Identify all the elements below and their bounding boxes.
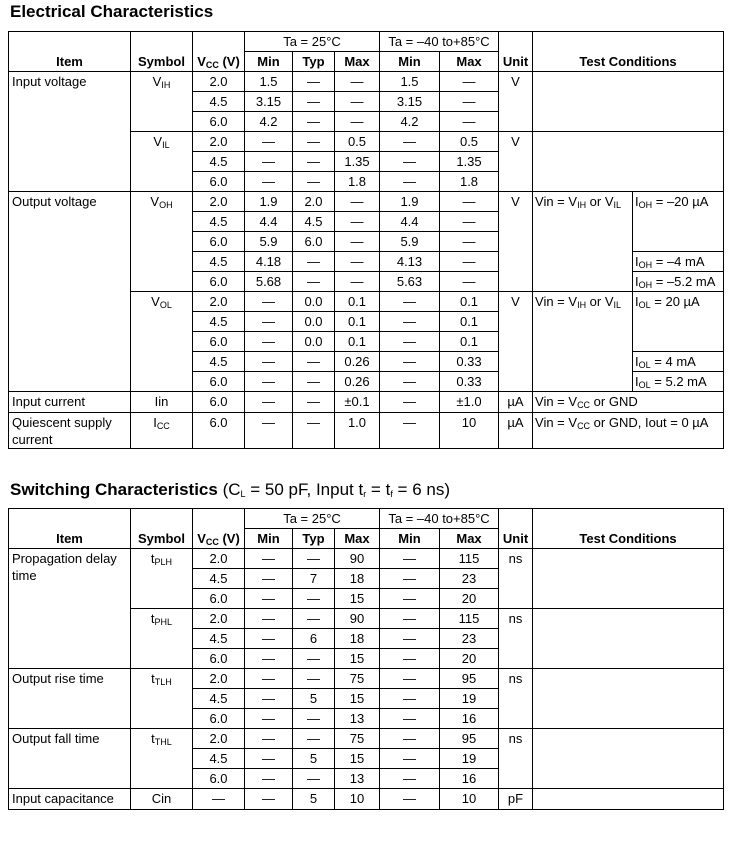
header-max-range: Max bbox=[440, 52, 499, 72]
vcc-value: 4.5 bbox=[193, 689, 245, 709]
typ-25-value: 7 bbox=[293, 569, 335, 589]
typ-25-value: 0.0 bbox=[293, 312, 335, 332]
typ-25-value: — bbox=[293, 272, 335, 292]
max-25-value: 18 bbox=[335, 629, 380, 649]
min-25-value: — bbox=[245, 132, 293, 152]
header-max-range: Max bbox=[440, 529, 499, 549]
min-range-value: — bbox=[380, 789, 440, 810]
symbol: $V_{OH}$ bbox=[131, 192, 193, 292]
unit: ns bbox=[499, 669, 533, 729]
unit: ns bbox=[499, 609, 533, 669]
vcc-value: 2.0 bbox=[193, 549, 245, 569]
min-25-value: — bbox=[245, 549, 293, 569]
header-typ: Typ bbox=[293, 529, 335, 549]
item-label: Output fall time bbox=[9, 729, 131, 789]
header-symbol: Symbol bbox=[131, 509, 193, 549]
min-range-value: — bbox=[380, 569, 440, 589]
typ-25-value: 6.0 bbox=[293, 232, 335, 252]
typ-25-value: — bbox=[293, 609, 335, 629]
header-max: Max bbox=[335, 529, 380, 549]
min-25-value: — bbox=[245, 689, 293, 709]
min-range-value: 4.13 bbox=[380, 252, 440, 272]
max-25-value: — bbox=[335, 272, 380, 292]
vcc-value: 4.5 bbox=[193, 92, 245, 112]
test-condition bbox=[533, 669, 724, 729]
table-row bbox=[9, 789, 724, 810]
typ-25-value: 0.0 bbox=[293, 292, 335, 312]
test-condition bbox=[533, 549, 724, 609]
vcc-value: 4.5 bbox=[193, 569, 245, 589]
min-range-value: 3.15 bbox=[380, 92, 440, 112]
max-25-value: — bbox=[335, 232, 380, 252]
min-range-value: — bbox=[380, 172, 440, 192]
min-range-value: — bbox=[380, 392, 440, 413]
min-range-value: — bbox=[380, 312, 440, 332]
min-25-value: — bbox=[245, 172, 293, 192]
vcc-value: 4.5 bbox=[193, 312, 245, 332]
vcc-value: 2.0 bbox=[193, 192, 245, 212]
max-range-value: 115 bbox=[440, 609, 499, 629]
test-condition bbox=[533, 72, 724, 132]
max-range-value: — bbox=[440, 112, 499, 132]
header-ta-25: Ta = 25°C bbox=[245, 509, 380, 529]
vcc-value: 2.0 bbox=[193, 669, 245, 689]
typ-25-value: — bbox=[293, 392, 335, 413]
min-range-value: 1.9 bbox=[380, 192, 440, 212]
min-range-value: — bbox=[380, 352, 440, 372]
vcc-value: 4.5 bbox=[193, 629, 245, 649]
min-range-value: 1.5 bbox=[380, 72, 440, 92]
test-condition bbox=[533, 789, 724, 810]
table-row bbox=[9, 192, 724, 212]
typ-25-value: — bbox=[293, 352, 335, 372]
max-range-value: ±1.0 bbox=[440, 392, 499, 413]
max-25-value: 15 bbox=[335, 589, 380, 609]
header-ta-range: Ta = –40 to+85°C bbox=[380, 509, 499, 529]
typ-25-value: — bbox=[293, 112, 335, 132]
vcc-value: 6.0 bbox=[193, 172, 245, 192]
min-25-value: — bbox=[245, 589, 293, 609]
unit: pF bbox=[499, 789, 533, 810]
min-range-value: — bbox=[380, 549, 440, 569]
min-range-value: — bbox=[380, 729, 440, 749]
test-condition-current: $I_{OH} = -20$ µA bbox=[633, 192, 724, 252]
vcc-value: 2.0 bbox=[193, 609, 245, 629]
header-test-conditions: Test Conditions bbox=[533, 509, 724, 549]
vcc-value: 6.0 bbox=[193, 392, 245, 413]
min-range-value: — bbox=[380, 372, 440, 392]
max-range-value: 0.1 bbox=[440, 292, 499, 312]
symbol: $V_{IH}$ bbox=[131, 72, 193, 132]
max-25-value: 15 bbox=[335, 649, 380, 669]
max-25-value: 75 bbox=[335, 669, 380, 689]
header-typ: Typ bbox=[293, 52, 335, 72]
max-25-value: 1.8 bbox=[335, 172, 380, 192]
min-25-value: 5.9 bbox=[245, 232, 293, 252]
min-25-value: — bbox=[245, 669, 293, 689]
min-range-value: 4.4 bbox=[380, 212, 440, 232]
vcc-value: 4.5 bbox=[193, 212, 245, 232]
unit: V bbox=[499, 72, 533, 132]
table-row bbox=[9, 72, 724, 92]
unit: µA bbox=[499, 392, 533, 413]
min-25-value: 4.18 bbox=[245, 252, 293, 272]
typ-25-value: — bbox=[293, 649, 335, 669]
min-25-value: 3.15 bbox=[245, 92, 293, 112]
min-25-value: — bbox=[245, 372, 293, 392]
min-25-value: — bbox=[245, 392, 293, 413]
test-condition bbox=[533, 729, 724, 789]
max-25-value: — bbox=[335, 192, 380, 212]
min-range-value: — bbox=[380, 332, 440, 352]
symbol: $t_{PLH}$ bbox=[131, 549, 193, 609]
table-row bbox=[9, 549, 724, 569]
header-item: Item bbox=[9, 509, 131, 549]
header-ta-range: Ta = –40 to+85°C bbox=[380, 32, 499, 52]
vcc-value: 4.5 bbox=[193, 352, 245, 372]
typ-25-value: — bbox=[293, 769, 335, 789]
min-25-value: — bbox=[245, 629, 293, 649]
max-range-value: 1.35 bbox=[440, 152, 499, 172]
test-condition-current: $I_{OH} = -4$ mA bbox=[633, 252, 724, 272]
vcc-value: 4.5 bbox=[193, 749, 245, 769]
header-row bbox=[9, 32, 724, 52]
max-range-value: 16 bbox=[440, 709, 499, 729]
min-range-value: — bbox=[380, 769, 440, 789]
switching-characteristics-title bbox=[10, 480, 450, 500]
test-condition bbox=[533, 609, 724, 669]
header-vcc: $V_{CC}$ (V) bbox=[193, 509, 245, 549]
min-25-value: — bbox=[245, 332, 293, 352]
max-range-value: 0.5 bbox=[440, 132, 499, 152]
unit: V bbox=[499, 132, 533, 192]
min-25-value: — bbox=[245, 749, 293, 769]
max-25-value: 0.1 bbox=[335, 292, 380, 312]
min-range-value: — bbox=[380, 413, 440, 449]
header-min-range: Min bbox=[380, 529, 440, 549]
max-range-value: 10 bbox=[440, 413, 499, 449]
typ-25-value: — bbox=[293, 669, 335, 689]
min-25-value: — bbox=[245, 609, 293, 629]
vcc-value: 6.0 bbox=[193, 112, 245, 132]
max-25-value: 15 bbox=[335, 749, 380, 769]
item-label: Input voltage bbox=[9, 72, 131, 192]
min-25-value: 1.9 bbox=[245, 192, 293, 212]
max-range-value: 20 bbox=[440, 589, 499, 609]
max-range-value: 0.1 bbox=[440, 312, 499, 332]
min-25-value: — bbox=[245, 769, 293, 789]
electrical-characteristics-title: Electrical Characteristics bbox=[10, 2, 214, 21]
max-range-value: — bbox=[440, 192, 499, 212]
typ-25-value: 0.0 bbox=[293, 332, 335, 352]
table-row bbox=[9, 729, 724, 749]
vcc-value: 6.0 bbox=[193, 372, 245, 392]
max-25-value: — bbox=[335, 252, 380, 272]
vcc-value: — bbox=[193, 789, 245, 810]
header-vcc: $V_{CC}$ (V) bbox=[193, 32, 245, 72]
min-range-value: — bbox=[380, 609, 440, 629]
max-25-value: 15 bbox=[335, 689, 380, 709]
max-25-value: 90 bbox=[335, 609, 380, 629]
symbol: $V_{OL}$ bbox=[131, 292, 193, 392]
header-max: Max bbox=[335, 52, 380, 72]
unit: µA bbox=[499, 413, 533, 449]
min-25-value: — bbox=[245, 709, 293, 729]
test-condition: Vin = $V_{IH}$ or $V_{IL}$ bbox=[533, 192, 633, 292]
switching-characteristics-table bbox=[8, 508, 724, 810]
vcc-value: 6.0 bbox=[193, 272, 245, 292]
test-condition bbox=[533, 132, 724, 192]
typ-25-value: 4.5 bbox=[293, 212, 335, 232]
vcc-value: 6.0 bbox=[193, 589, 245, 609]
min-25-value: 1.5 bbox=[245, 72, 293, 92]
header-min-range: Min bbox=[380, 52, 440, 72]
max-25-value: 0.1 bbox=[335, 312, 380, 332]
test-condition: Vin = $V_{CC}$ or GND, Iout = 0 µA bbox=[533, 413, 724, 449]
max-25-value: 13 bbox=[335, 709, 380, 729]
max-range-value: 0.33 bbox=[440, 372, 499, 392]
min-range-value: — bbox=[380, 132, 440, 152]
vcc-value: 6.0 bbox=[193, 649, 245, 669]
min-25-value: — bbox=[245, 569, 293, 589]
item-label: Output voltage bbox=[9, 192, 131, 392]
max-25-value: 10 bbox=[335, 789, 380, 810]
table-row bbox=[9, 392, 724, 413]
header-min: Min bbox=[245, 52, 293, 72]
max-range-value: — bbox=[440, 232, 499, 252]
item-label: Input current bbox=[9, 392, 131, 413]
header-ta-25: Ta = 25°C bbox=[245, 32, 380, 52]
max-25-value: 18 bbox=[335, 569, 380, 589]
max-25-value: 13 bbox=[335, 769, 380, 789]
max-range-value: 95 bbox=[440, 669, 499, 689]
switching-title-text: Switching Characteristics bbox=[10, 480, 218, 499]
max-range-value: 23 bbox=[440, 629, 499, 649]
vcc-value: 6.0 bbox=[193, 413, 245, 449]
min-25-value: — bbox=[245, 312, 293, 332]
test-condition-current: $I_{OH} = -5.2$ mA bbox=[633, 272, 724, 292]
min-25-value: 5.68 bbox=[245, 272, 293, 292]
typ-25-value: — bbox=[293, 709, 335, 729]
max-range-value: — bbox=[440, 72, 499, 92]
unit: V bbox=[499, 192, 533, 292]
min-range-value: 5.63 bbox=[380, 272, 440, 292]
item-label: Quiescent supply current bbox=[9, 413, 131, 449]
typ-25-value: — bbox=[293, 549, 335, 569]
vcc-value: 6.0 bbox=[193, 232, 245, 252]
max-range-value: — bbox=[440, 92, 499, 112]
min-25-value: — bbox=[245, 152, 293, 172]
typ-25-value: 5 bbox=[293, 789, 335, 810]
max-range-value: 0.1 bbox=[440, 332, 499, 352]
max-range-value: 19 bbox=[440, 749, 499, 769]
min-range-value: 5.9 bbox=[380, 232, 440, 252]
electrical-characteristics-table bbox=[8, 31, 724, 449]
max-range-value: — bbox=[440, 252, 499, 272]
symbol: $t_{THL}$ bbox=[131, 729, 193, 789]
min-range-value: — bbox=[380, 589, 440, 609]
symbol: $t_{PHL}$ bbox=[131, 609, 193, 669]
unit: ns bbox=[499, 549, 533, 609]
max-25-value: 0.1 bbox=[335, 332, 380, 352]
item-label: Propagation delay time bbox=[9, 549, 131, 669]
max-25-value: ±0.1 bbox=[335, 392, 380, 413]
max-25-value: 1.35 bbox=[335, 152, 380, 172]
max-25-value: — bbox=[335, 92, 380, 112]
header-min: Min bbox=[245, 529, 293, 549]
header-item: Item bbox=[9, 32, 131, 72]
min-range-value: — bbox=[380, 649, 440, 669]
min-25-value: — bbox=[245, 292, 293, 312]
vcc-value: 6.0 bbox=[193, 332, 245, 352]
test-condition: Vin = $V_{CC}$ or GND bbox=[533, 392, 724, 413]
max-range-value: 23 bbox=[440, 569, 499, 589]
test-condition-current: $I_{OL} = 4$ mA bbox=[633, 352, 724, 372]
max-range-value: 95 bbox=[440, 729, 499, 749]
typ-25-value: — bbox=[293, 413, 335, 449]
min-25-value: — bbox=[245, 789, 293, 810]
min-25-value: — bbox=[245, 729, 293, 749]
typ-25-value: — bbox=[293, 589, 335, 609]
max-25-value: 1.0 bbox=[335, 413, 380, 449]
typ-25-value: — bbox=[293, 172, 335, 192]
unit: V bbox=[499, 292, 533, 392]
max-range-value: 20 bbox=[440, 649, 499, 669]
typ-25-value: — bbox=[293, 92, 335, 112]
vcc-value: 2.0 bbox=[193, 132, 245, 152]
header-row bbox=[9, 509, 724, 529]
max-range-value: 16 bbox=[440, 769, 499, 789]
test-condition: Vin = $V_{IH}$ or $V_{IL}$ bbox=[533, 292, 633, 392]
min-25-value: 4.4 bbox=[245, 212, 293, 232]
item-label: Output rise time bbox=[9, 669, 131, 729]
max-25-value: 90 bbox=[335, 549, 380, 569]
max-range-value: 10 bbox=[440, 789, 499, 810]
typ-25-value: — bbox=[293, 252, 335, 272]
min-range-value: — bbox=[380, 709, 440, 729]
typ-25-value: — bbox=[293, 152, 335, 172]
typ-25-value: 5 bbox=[293, 689, 335, 709]
max-25-value: 75 bbox=[335, 729, 380, 749]
min-25-value: — bbox=[245, 352, 293, 372]
min-range-value: — bbox=[380, 689, 440, 709]
max-range-value: 115 bbox=[440, 549, 499, 569]
max-range-value: — bbox=[440, 212, 499, 232]
min-range-value: 4.2 bbox=[380, 112, 440, 132]
max-25-value: — bbox=[335, 72, 380, 92]
header-test-conditions: Test Conditions bbox=[533, 32, 724, 72]
vcc-value: 4.5 bbox=[193, 252, 245, 272]
max-range-value: 1.8 bbox=[440, 172, 499, 192]
test-condition-current: $I_{OL} = 20$ µA bbox=[633, 292, 724, 352]
typ-25-value: — bbox=[293, 132, 335, 152]
symbol: Iin bbox=[131, 392, 193, 413]
typ-25-value: — bbox=[293, 729, 335, 749]
header-unit: Unit bbox=[499, 509, 533, 549]
min-25-value: 4.2 bbox=[245, 112, 293, 132]
max-25-value: 0.5 bbox=[335, 132, 380, 152]
max-25-value: — bbox=[335, 112, 380, 132]
max-range-value: 0.33 bbox=[440, 352, 499, 372]
typ-25-value: — bbox=[293, 372, 335, 392]
unit: ns bbox=[499, 729, 533, 789]
max-25-value: 0.26 bbox=[335, 372, 380, 392]
max-25-value: 0.26 bbox=[335, 352, 380, 372]
min-25-value: — bbox=[245, 413, 293, 449]
item-label: Input capacitance bbox=[9, 789, 131, 810]
min-range-value: — bbox=[380, 669, 440, 689]
vcc-value: 2.0 bbox=[193, 72, 245, 92]
min-25-value: — bbox=[245, 649, 293, 669]
min-range-value: — bbox=[380, 629, 440, 649]
min-range-value: — bbox=[380, 152, 440, 172]
header-symbol: Symbol bbox=[131, 32, 193, 72]
max-25-value: — bbox=[335, 212, 380, 232]
symbol: $V_{IL}$ bbox=[131, 132, 193, 192]
vcc-value: 2.0 bbox=[193, 292, 245, 312]
vcc-value: 4.5 bbox=[193, 152, 245, 172]
max-range-value: 19 bbox=[440, 689, 499, 709]
symbol: $t_{TLH}$ bbox=[131, 669, 193, 729]
test-condition-current: $I_{OL} = 5.2$ mA bbox=[633, 372, 724, 392]
typ-25-value: 6 bbox=[293, 629, 335, 649]
symbol: $I_{CC}$ bbox=[131, 413, 193, 449]
table-row bbox=[9, 413, 724, 449]
vcc-value: 6.0 bbox=[193, 709, 245, 729]
min-range-value: — bbox=[380, 749, 440, 769]
header-unit: Unit bbox=[499, 32, 533, 72]
table-row bbox=[9, 669, 724, 689]
max-range-value: — bbox=[440, 272, 499, 292]
symbol: Cin bbox=[131, 789, 193, 810]
min-range-value: — bbox=[380, 292, 440, 312]
typ-25-value: 2.0 bbox=[293, 192, 335, 212]
vcc-value: 2.0 bbox=[193, 729, 245, 749]
switching-title-conditions: ($C_L = 50$ pF, Input $t_r = t_f = 6$ ns) bbox=[217, 480, 450, 499]
vcc-value: 6.0 bbox=[193, 769, 245, 789]
typ-25-value: 5 bbox=[293, 749, 335, 769]
typ-25-value: — bbox=[293, 72, 335, 92]
